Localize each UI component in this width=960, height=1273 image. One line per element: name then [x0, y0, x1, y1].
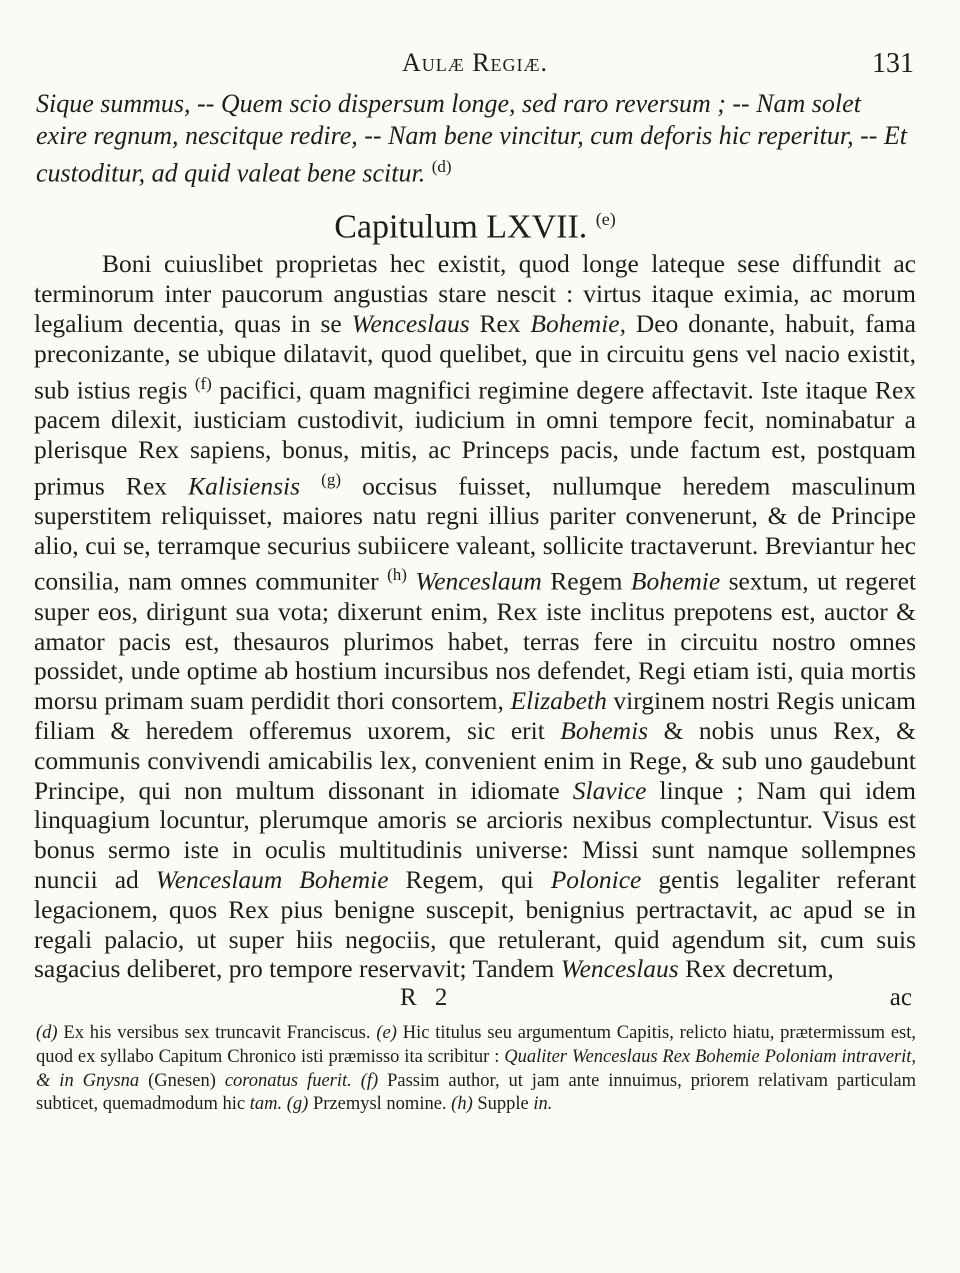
footnote-g-text: Przemysl nomine.: [312, 1094, 447, 1115]
page-header: [34, 48, 916, 88]
page-footer: [34, 984, 916, 1014]
footnote-h-word: in.: [533, 1094, 553, 1115]
footnote-e-mark: (e): [376, 1023, 397, 1044]
signature-mark: R 2: [400, 984, 454, 1012]
footnote-d-text: Ex his versibus sex truncavit Franciscus.: [63, 1023, 371, 1044]
footnote-h-text: Supple: [477, 1094, 529, 1115]
verse-text: Sique summus, -- Quem scio dispersum longe, sed raro reversum ; -- Nam solet exire regnum, nescitque redire, -- Nam bene vincitur, cum deforis hic reperitur, -- Et custoditur, ad quid valeat bene scitur.: [36, 89, 908, 188]
catchword: ac: [889, 984, 912, 1012]
footnote-ref-f: (f): [194, 373, 212, 393]
body-text-run: pacifici, quam magnifici regimine degere affectavit. Iste itaque Rex pacem dilexit, iusticiam custodivit, iudicium in omni tempore fecit, nominabatur a plerisque Rex sapiens, bonus, mitis, ac Princeps pacis, unde factum est, postquam primus Rex: [34, 375, 917, 501]
italic-name: Slavice: [572, 775, 647, 805]
italic-name: Polonice: [550, 864, 642, 894]
body-text-run: Deo donante, habuit, fama preconizante, se ubique dilatavit, quod quelibet, que in circuitu gens vel nacio existit, sub istius regis: [34, 309, 917, 405]
footnote-d-mark: (d): [36, 1023, 58, 1044]
italic-name: Kalisiensis: [188, 471, 301, 501]
body-text-run: sextum, ut regeret super eos, dirigunt sua vota; dixerunt enim, Rex iste inclitus prepotens est, auctor & amator pacis est, thesauros plurimos habet, terras fere in circuitu nostro omnes possidet, unde optime ab hostium incursibus nos defendet, Regi etiam isti, quia mortis morsu primam suam perdidit thori consortem,: [34, 566, 917, 716]
italic-name: Wenceslaum Bohemie: [155, 864, 389, 894]
chapter-body: [34, 249, 916, 984]
italic-name: Wenceslaum: [415, 566, 542, 596]
book-page: [34, 48, 916, 1117]
body-text-run: Regem: [550, 566, 623, 596]
body-text-run: occisus fuisset, nullumque heredem masculinum superstitem reliquisset, maiores natu regni illius pariter convenerunt, & de Principe alio, cui se, terramque securius subiicere valeant, sollicite tractaverunt. Breviantur hec consilia, nam omnes communiter: [34, 471, 917, 596]
body-text-run: Rex: [479, 309, 521, 339]
footnote-g-mark: (g): [286, 1094, 309, 1115]
body-text-run: Boni cuiuslibet proprietas hec existit, quod longe lateque sese diffundit ac terminorum inter paucorum angustias stare nescit : virtus itaque eximia, ac morum legalium decentia, quas in se: [34, 249, 916, 339]
chapter-title-text: Capitulum LXVII.: [334, 208, 588, 246]
footnote-e-quote2: coronatus fuerit.: [224, 1070, 352, 1091]
footnote-h-mark: (h): [451, 1094, 473, 1115]
footnote-f-word: tam.: [249, 1094, 283, 1115]
italic-name: Bohemis: [560, 715, 649, 745]
footnote-e-text2: (Gnesen): [148, 1070, 216, 1091]
footnote-ref-h: (h): [387, 565, 407, 585]
verse-passage: [36, 88, 916, 189]
body-text-run: Rex decretum,: [685, 954, 834, 984]
italic-name: Wenceslaus: [560, 954, 679, 984]
italic-name: Wenceslaus: [351, 309, 470, 339]
footnotes: [36, 1022, 916, 1117]
body-text-run: virginem nostri Regis unicam filiam & heredem offeremus uxorem, sic erit: [34, 686, 917, 745]
footnote-e-text: Hic titulus seu argumentum Capitis, relicto hiatu, prætermissum est, quod ex syllabo Capitum Chronico isti præmisso ita scribitur :: [36, 1023, 917, 1067]
italic-name: Elizabeth: [510, 686, 607, 716]
footnote-ref-d: (d): [431, 157, 452, 176]
body-text-run: linque ; Nam qui idem linquagium locuntur, plerumque amoris se arcioris nexibus complectuntur. Visus est bonus sermo iste in oculis multitudinis universe: Missi sunt namque sollempnes nuncii ad: [34, 775, 916, 894]
chapter-title: [34, 199, 916, 247]
footnote-ref-e: (e): [595, 209, 616, 230]
footnote-f-text: Passim author, ut jam ante innuimus, priorem relativam particulam subticet, quemadmodum hic: [36, 1070, 916, 1115]
body-text-run: & nobis unus Rex, & communis convivendi amicabilis lex, convenient enim in Rege, & sub uno gaudebunt Principe, qui non multum dissonant in idiomate: [34, 715, 917, 805]
page-number: 131: [872, 48, 914, 79]
italic-name: Bohemie,: [530, 309, 626, 339]
body-text-run: gentis legaliter referant legacionem, quos Rex pius benigne suscepit, benignius pertractavit, ac apud se in regali palacio, ut super hiis negociis, que retulerant, quid agendum sit, cum suis sagacius deliberet, pro tempore reservavit; Tandem: [34, 864, 917, 984]
footnote-f-mark: (f): [360, 1070, 379, 1091]
footnote-ref-g: (g): [321, 469, 341, 489]
body-text-run: Regem, qui: [405, 864, 534, 894]
italic-name: Bohemie: [630, 566, 721, 596]
footnote-e-quote: Qualiter Wenceslaus Rex Bohemie Poloniam intraverit, & in Gnysna: [36, 1046, 917, 1091]
running-head: Aulæ Regiæ.: [401, 48, 549, 77]
